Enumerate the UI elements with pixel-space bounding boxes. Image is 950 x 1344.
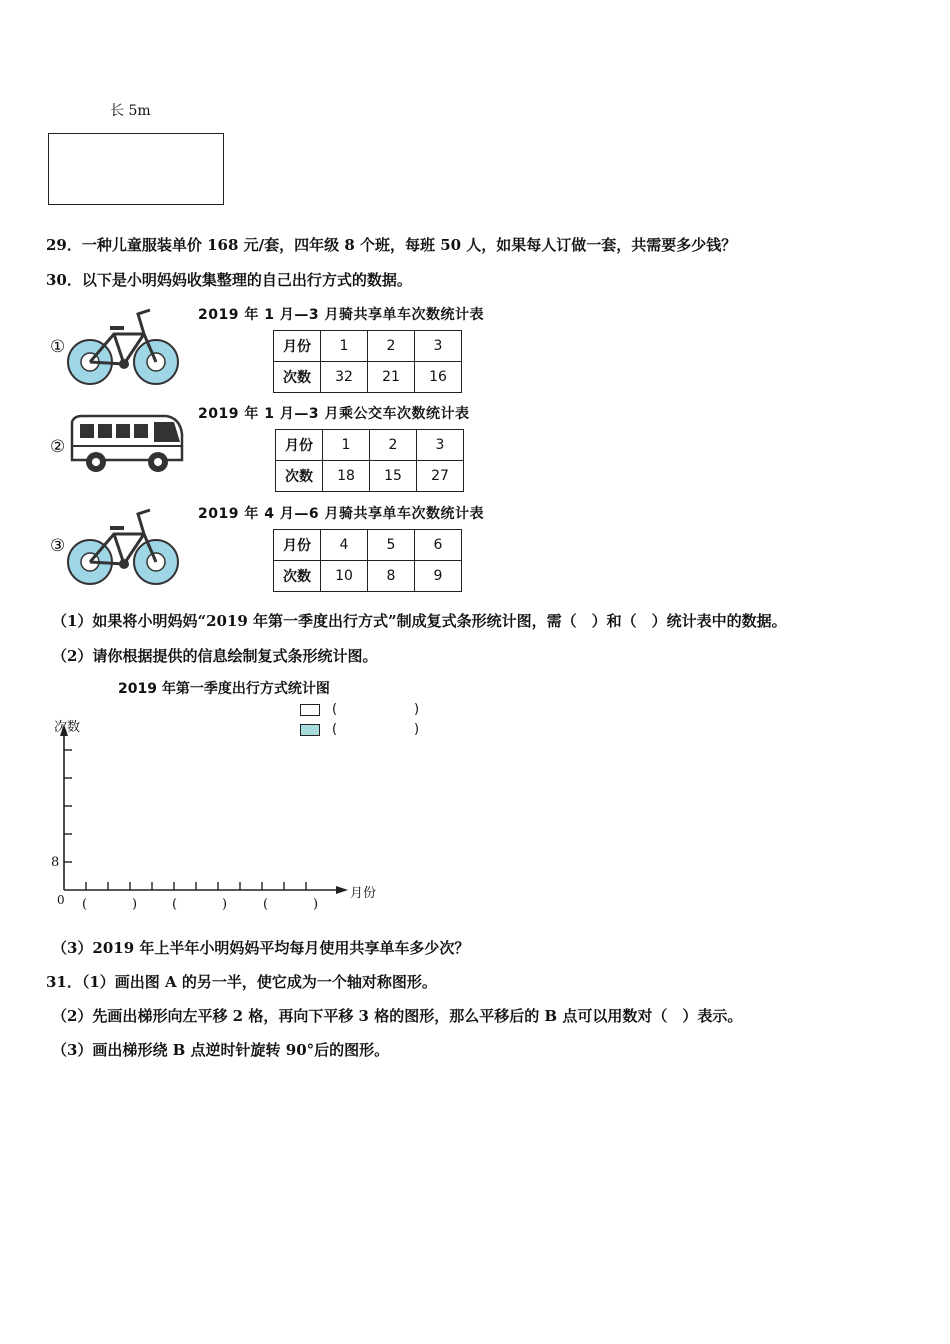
row-label: 月份 xyxy=(274,530,321,561)
bicycle-icon xyxy=(66,304,182,390)
question-30-2: （2）请你根据提供的信息绘制复式条形统计图。 xyxy=(52,647,378,665)
legend-close-paren: ) xyxy=(414,722,420,737)
y-axis-label: 次数 xyxy=(54,720,81,735)
chart-title: 2019 年第一季度出行方式统计图 xyxy=(118,681,330,697)
rect-length-label: 长 5m xyxy=(110,103,151,119)
table-cell: 3 xyxy=(417,430,464,461)
table-3 xyxy=(273,529,462,592)
legend-open-paren: ( xyxy=(332,722,338,737)
x-slot-close: ) xyxy=(132,897,138,912)
question-31-2: （2）先画出梯形向左平移 2 格，再向下平移 3 格的图形，那么平移后的 B 点可以用数对（ ）表示。 xyxy=(52,1007,743,1025)
table-row xyxy=(274,331,462,362)
table-cell: 6 xyxy=(415,530,462,561)
legend-open-paren: ( xyxy=(332,702,338,717)
marker-3: ③ xyxy=(50,536,66,556)
x-slot-close: ) xyxy=(222,897,228,912)
question-30: 30．以下是小明妈妈收集整理的自己出行方式的数据。 xyxy=(46,271,412,289)
table-cell: 27 xyxy=(417,461,464,492)
marker-1: ① xyxy=(50,337,66,357)
row-label: 月份 xyxy=(276,430,323,461)
x-axis-label: 月份 xyxy=(350,886,377,901)
row-label: 次数 xyxy=(274,362,321,393)
table-1 xyxy=(273,330,462,393)
y-ticks xyxy=(64,750,72,862)
question-30-3: （3）2019 年上半年小明妈妈平均每月使用共享单车多少次？ xyxy=(52,939,470,957)
table-row xyxy=(276,461,464,492)
table-row xyxy=(276,430,464,461)
table-cell: 4 xyxy=(321,530,368,561)
table-cell: 8 xyxy=(368,561,415,592)
x-ticks xyxy=(86,882,306,890)
chart-axes xyxy=(40,712,400,922)
question-30-1: （1）如果将小明妈妈“2019 年第一季度出行方式”制成复式条形统计图，需（ ）和（ ）统计表中的数据。 xyxy=(52,612,787,630)
table-cell: 18 xyxy=(323,461,370,492)
x-slot-close: ) xyxy=(313,897,319,912)
y-tick-label: 8 xyxy=(51,855,60,870)
table-row xyxy=(274,362,462,393)
table-2-title: 2019 年 1 月—3 月乘公交车次数统计表 xyxy=(198,406,470,422)
rectangle-figure xyxy=(48,133,224,205)
table-cell: 16 xyxy=(415,362,462,393)
table-row xyxy=(274,561,462,592)
table-cell: 10 xyxy=(321,561,368,592)
row-label: 月份 xyxy=(274,331,321,362)
bicycle-icon xyxy=(66,504,182,590)
table-cell: 2 xyxy=(368,331,415,362)
table-cell: 1 xyxy=(321,331,368,362)
table-3-title: 2019 年 4 月—6 月骑共享单车次数统计表 xyxy=(198,506,484,522)
table-cell: 3 xyxy=(415,331,462,362)
legend-close-paren: ) xyxy=(414,702,420,717)
row-label: 次数 xyxy=(276,461,323,492)
table-cell: 15 xyxy=(370,461,417,492)
question-31-3: （3）画出梯形绕 B 点逆时针旋转 90°后的图形。 xyxy=(52,1041,390,1059)
table-cell: 9 xyxy=(415,561,462,592)
table-1-title: 2019 年 1 月—3 月骑共享单车次数统计表 xyxy=(198,307,484,323)
x-slot-open: ( xyxy=(263,897,269,912)
bus-icon xyxy=(66,412,186,478)
table-cell: 5 xyxy=(368,530,415,561)
table-cell: 1 xyxy=(323,430,370,461)
x-axis-arrow xyxy=(336,886,348,894)
table-row xyxy=(274,530,462,561)
table-2 xyxy=(275,429,464,492)
question-29: 29．一种儿童服装单价 168 元/套，四年级 8 个班，每班 50 人，如果每人订做一套，共需要多少钱？ xyxy=(46,236,737,254)
x-slot-open: ( xyxy=(172,897,178,912)
x-slot-open: ( xyxy=(82,897,88,912)
table-cell: 2 xyxy=(370,430,417,461)
table-cell: 21 xyxy=(368,362,415,393)
origin-label: 0 xyxy=(57,893,65,907)
table-cell: 32 xyxy=(321,362,368,393)
marker-2: ② xyxy=(50,437,66,457)
row-label: 次数 xyxy=(274,561,321,592)
question-31: 31．（1）画出图 A 的另一半，使它成为一个轴对称图形。 xyxy=(46,973,437,991)
